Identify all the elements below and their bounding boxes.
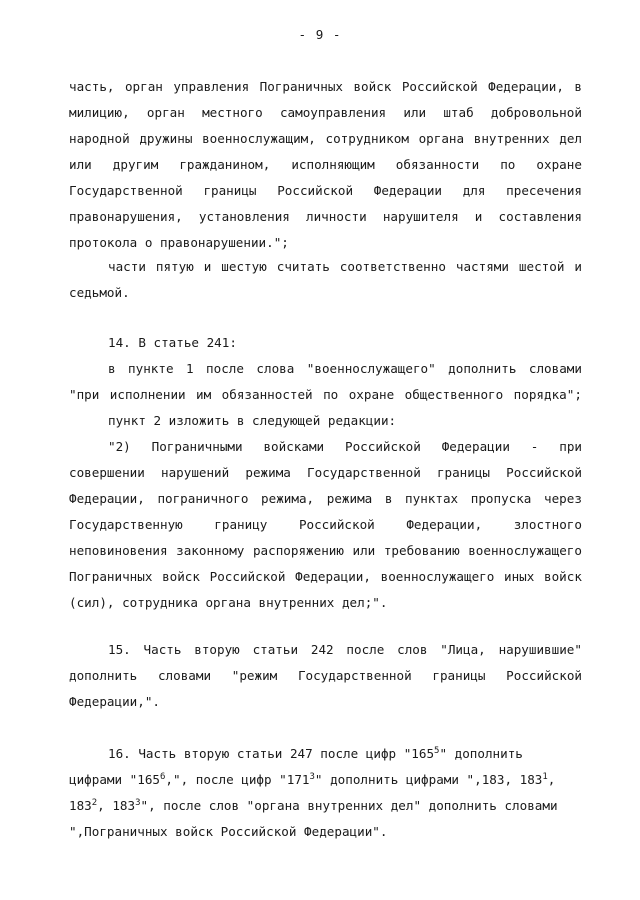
word: Пограничными (151, 439, 243, 454)
word: Федерации (373, 183, 442, 198)
word: Федерации, (488, 79, 564, 94)
word: статьи (252, 642, 299, 657)
word: неповиновения (69, 543, 168, 558)
word: порядка"; (513, 387, 582, 402)
word: или (403, 105, 427, 120)
text-line: цифрами "$165^6$,", после цифр "$171^3$" дополнить цифрами ",183, $183^1$, (69, 772, 556, 787)
word: Федерации, (69, 491, 145, 506)
word: обязанностей (221, 387, 313, 402)
word: Федерации, (295, 569, 371, 584)
word: дополнить (69, 668, 138, 683)
word: исполнении (109, 387, 186, 402)
word: части (108, 259, 146, 274)
text-line (69, 126, 582, 152)
word: в (108, 361, 116, 376)
text-line (69, 100, 582, 126)
word: через (544, 491, 582, 506)
word: Пограничных (69, 569, 153, 584)
word: охране (536, 157, 582, 172)
word: вторую (194, 642, 240, 657)
word: Государственной (69, 183, 183, 198)
text-line: Федерации,". (69, 694, 160, 709)
word: общественного (404, 387, 504, 402)
word: границу (214, 517, 268, 532)
word: или (352, 543, 376, 558)
word: народной (69, 131, 130, 146)
word: - (530, 439, 539, 454)
word: режима (326, 491, 373, 506)
word: военнослужащего (380, 569, 495, 584)
word: для (462, 183, 486, 198)
text-line: ",Пограничных войск Российской Федерации". (69, 824, 388, 839)
paragraph-continuation (69, 74, 582, 256)
text-line: (сил), сотрудника органа внутренних дел;". (69, 595, 388, 610)
word: другим (112, 157, 159, 172)
word: составления (498, 209, 582, 224)
word: слов (397, 642, 428, 657)
word: Российской (209, 569, 286, 584)
word: милицию, (69, 105, 130, 120)
word: Федерации (441, 439, 510, 454)
word: Государственной (297, 668, 412, 683)
word: дополнить (448, 361, 517, 376)
word: и (474, 209, 483, 224)
word: Часть (143, 642, 182, 657)
text-line (69, 637, 582, 663)
word: после (346, 642, 385, 657)
word: нарушившие" (498, 642, 582, 657)
word: после (206, 361, 244, 376)
word: или (69, 157, 92, 172)
paragraph-renumber-parts (69, 254, 582, 306)
word: пунктах (405, 491, 459, 506)
text-line (69, 254, 582, 280)
word: войск (544, 569, 582, 584)
word: в (384, 491, 393, 506)
text-line (69, 74, 582, 100)
text-line (69, 663, 582, 689)
word: пресечения (506, 183, 582, 198)
text-line (69, 434, 582, 460)
word: и (574, 259, 582, 274)
word: органа (418, 131, 465, 146)
word: Российской (277, 183, 354, 198)
text-line (69, 152, 582, 178)
word: иных (504, 569, 535, 584)
word: им (196, 387, 212, 402)
word: "военнослужащего" (306, 361, 436, 376)
word: Государственную (69, 517, 183, 532)
word: пограничного (157, 491, 249, 506)
word: управления (173, 79, 250, 94)
word: Российской (506, 465, 582, 480)
word: добровольной (490, 105, 582, 120)
word: часть, (69, 79, 115, 94)
word: пропуска (470, 491, 532, 506)
word: войсками (263, 439, 325, 454)
word: военнослужащего (468, 543, 582, 558)
word: личности (306, 209, 367, 224)
word: Федерации, (406, 517, 483, 532)
word: "режим (231, 668, 278, 683)
word: требованию (383, 543, 460, 558)
word: правонарушения, (69, 209, 183, 224)
text-line: протокола о правонарушении."; (69, 235, 289, 250)
text-line (69, 564, 582, 590)
word: злостного (513, 517, 582, 532)
text-line (69, 178, 582, 204)
word: Пограничных (259, 79, 344, 94)
word: и (203, 259, 212, 274)
word: границы (432, 668, 486, 683)
text-line (69, 460, 582, 486)
word: Российской (401, 79, 478, 94)
word: по (323, 387, 339, 402)
word: законному (176, 543, 245, 558)
word: войск (162, 569, 200, 584)
word: нарушителя (382, 209, 459, 224)
word: словами (157, 668, 212, 683)
word: распоряжению (252, 543, 344, 558)
word: 242 (310, 642, 334, 657)
text-line: седьмой. (69, 285, 130, 300)
word: внутренних (473, 131, 550, 146)
text-line: $183^2$, $183^3$", после слов "органа внутренних дел" дополнить словами (69, 798, 558, 813)
word: в (574, 79, 582, 94)
word: словами (528, 361, 582, 376)
word: частями (455, 259, 509, 274)
word: режима, (261, 491, 315, 506)
text-line: пункт 2 изложить в следующей редакции: (108, 413, 397, 428)
word: Российской (506, 668, 582, 683)
word: орган (146, 105, 185, 120)
page-number: - 9 - (298, 27, 342, 42)
word: шестой (518, 259, 565, 274)
word: границы (203, 183, 257, 198)
text-line (69, 538, 582, 564)
word: охране (348, 387, 395, 402)
word: нарушений (160, 465, 230, 480)
word: 1 (186, 361, 194, 376)
word: соответственно (339, 259, 446, 274)
text-line: 16. Часть вторую статьи 247 после цифр "$165^5$" дополнить (108, 746, 523, 761)
text-line (69, 512, 582, 538)
word: считать (276, 259, 330, 274)
word: "Лица, (440, 642, 486, 657)
word: самоуправления (279, 105, 387, 120)
word: Государственной (307, 465, 421, 480)
word: военнослужащим, (202, 131, 316, 146)
word: совершении (69, 465, 145, 480)
word: слова (256, 361, 295, 376)
text-line (69, 356, 582, 382)
word: орган (124, 79, 163, 94)
word: войск (353, 79, 392, 94)
word: по (500, 157, 516, 172)
word: "при (69, 387, 100, 402)
word: дел (559, 131, 582, 146)
text-line (69, 204, 582, 230)
word: штаб (443, 105, 474, 120)
item-15 (69, 637, 582, 715)
item-16 (69, 741, 582, 845)
word: сотрудником (325, 131, 409, 146)
word: местного (202, 105, 263, 120)
text-line (69, 486, 582, 512)
word: обязанности (395, 157, 480, 172)
word: при (559, 439, 582, 454)
word: шестую (221, 259, 267, 274)
word: гражданином, (179, 157, 271, 172)
item-heading: 14. В статье 241: (108, 335, 237, 350)
word: пункте (128, 361, 174, 376)
word: исполняющим (291, 157, 375, 172)
word: 15. (108, 642, 131, 657)
word: дружины (139, 131, 193, 146)
word: Российской (298, 517, 375, 532)
text-line (69, 382, 582, 408)
word: границы (436, 465, 491, 480)
word: пятую (155, 259, 194, 274)
word: установления (198, 209, 290, 224)
word: "2) (108, 439, 131, 454)
word: Российской (345, 439, 421, 454)
item-14 (69, 330, 582, 616)
word: режима (245, 465, 291, 480)
